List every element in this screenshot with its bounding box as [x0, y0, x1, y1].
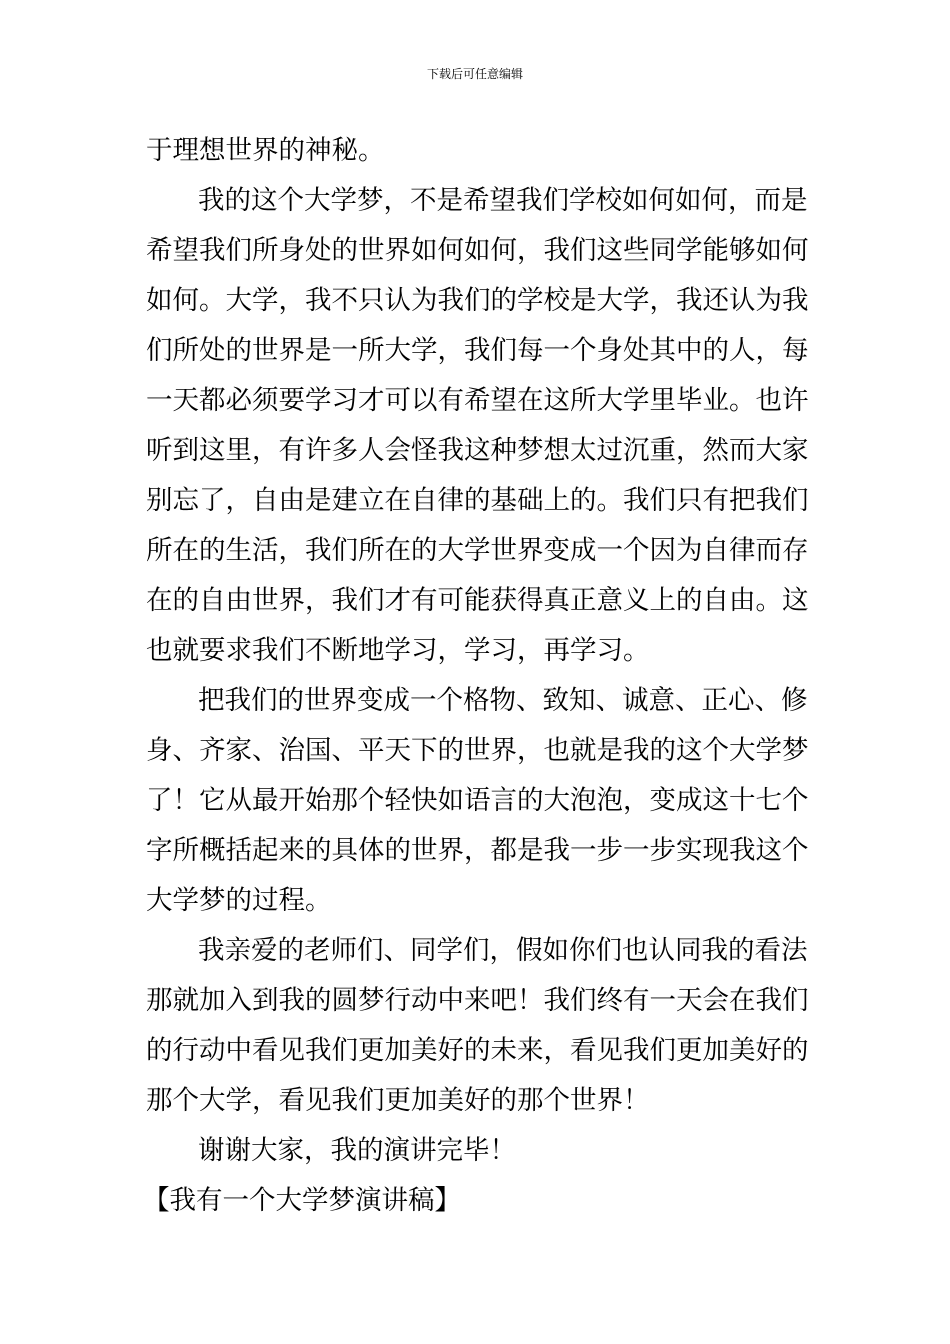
paragraph-first-line: 我亲爱的老师们、同学们，假如你们也认同我的看法: [198, 935, 808, 966]
text-line: 那个大学，看见我们更加美好的那个世界！: [146, 1085, 650, 1116]
text-line: 别忘了，自由是建立在自律的基础上的。我们只有把我们: [146, 485, 808, 516]
text-line: 的行动中看见我们更加美好的未来，看见我们更加美好的: [146, 1035, 808, 1066]
text-line: 在的自由世界，我们才有可能获得真正意义上的自由。这: [146, 585, 808, 616]
text-line: 也就要求我们不断地学习，学习，再学习。: [146, 635, 650, 666]
text-line: 字所概括起来的具体的世界，都是我一步一步实现我这个: [146, 835, 808, 866]
document-body: [143, 126, 808, 1226]
text-line: 大学梦的过程。: [146, 885, 332, 916]
text-line: 希望我们所身处的世界如何如何，我们这些同学能够如何: [146, 235, 808, 266]
page-header: 下载后可任意编辑: [426, 67, 523, 81]
text-line: 一天都必须要学习才可以有希望在这所大学里毕业。也许: [146, 385, 808, 416]
text-line: 那就加入到我的圆梦行动中来吧！我们终有一天会在我们: [146, 985, 808, 1016]
text-line: 于理想世界的神秘。: [146, 135, 385, 166]
text-line: 们所处的世界是一所大学，我们每一个身处其中的人，每: [146, 335, 808, 366]
paragraph-first-line: 谢谢大家，我的演讲完毕！: [198, 1135, 516, 1166]
document-title-line: 【我有一个大学梦演讲稿】: [143, 1185, 461, 1216]
text-line: 听到这里，有许多人会怪我这种梦想太过沉重，然而大家: [146, 435, 808, 466]
text-line: 身、齐家、治国、平天下的世界，也就是我的这个大学梦: [146, 735, 808, 766]
text-line: 了！它从最开始那个轻快如语言的大泡泡，变成这十七个: [146, 785, 808, 816]
paragraph-first-line: 把我们的世界变成一个格物、致知、诚意、正心、修: [198, 685, 808, 716]
paragraph-first-line: 我的这个大学梦，不是希望我们学校如何如何，而是: [198, 185, 808, 216]
text-line: 所在的生活，我们所在的大学世界变成一个因为自律而存: [146, 535, 808, 566]
text-line: 如何。大学，我不只认为我们的学校是大学，我还认为我: [146, 285, 808, 316]
